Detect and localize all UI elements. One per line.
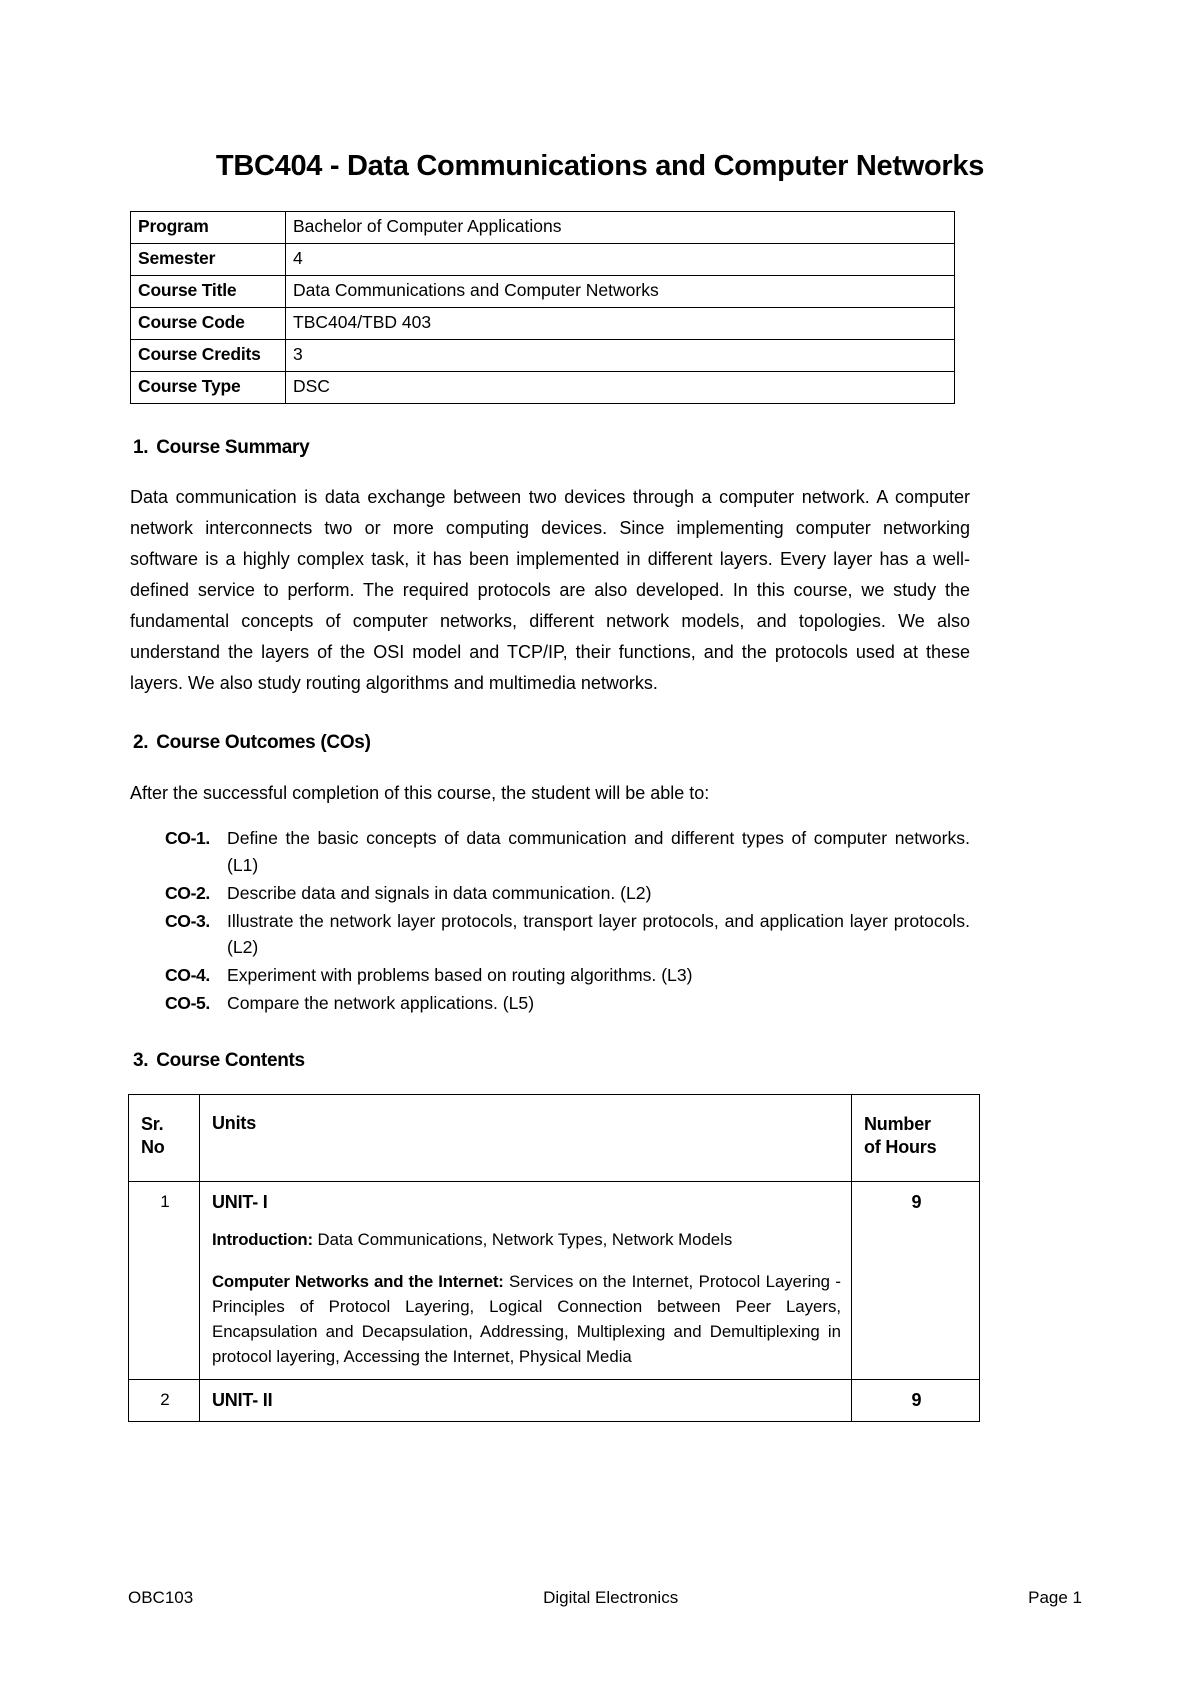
column-header-hours (852, 1095, 980, 1182)
table-row (131, 212, 955, 244)
cell-hours: 9 (852, 1380, 980, 1422)
info-key: Course Title (131, 276, 286, 308)
co-id: CO-3. (165, 910, 210, 931)
table-row (129, 1182, 980, 1380)
table-row (129, 1380, 980, 1422)
info-key: Course Type (131, 372, 286, 404)
list-item (125, 825, 970, 878)
course-contents-table (128, 1094, 980, 1422)
info-value: Data Communications and Computer Networks (286, 276, 955, 308)
course-outcomes-lead: After the successful completion of this course, the student will be able to: (130, 782, 710, 803)
section-number: 1. (133, 437, 149, 459)
cell-unit-content (200, 1380, 852, 1422)
cell-sr-no: 2 (129, 1380, 200, 1422)
info-key: Program (131, 212, 286, 244)
info-value: TBC404/TBD 403 (286, 308, 955, 340)
page-footer (128, 1588, 1082, 1608)
info-value: DSC (286, 372, 955, 404)
column-header-units: Units (200, 1095, 852, 1182)
section-number: 2. (133, 731, 149, 753)
table-row (131, 340, 955, 372)
unit-block-text: Data Communications, Network Types, Network Models (312, 1230, 733, 1250)
course-summary-paragraph: Data communication is data exchange between two devices through a computer network. A computer network interconnects two or more computing devices. Since implementing computer networking software is a highly complex task, it has been implemented in different layers. Every layer has a well-defined service to perform. The required protocols are also developed. In this course, we study the fundamental concepts of computer networks, different network models, and topologies. We also understand the layers of the OSI model and TCP/IP, their functions, and the protocols used at these layers. We also study routing algorithms and multimedia networks. (130, 487, 970, 693)
cell-unit-content (200, 1182, 852, 1380)
list-item (125, 962, 970, 989)
column-header-sr-no (129, 1095, 200, 1182)
unit-block-text: Services on the Internet, Protocol Layering - Principles of Protocol Layering, Logical Connection between Peer Layers, Encapsulation and Decapsulation, Addressing, Multiplexing and Demultiplexing in protocol layering, Accessing the Internet, Physical Media (212, 1271, 841, 1367)
cell-hours: 9 (852, 1182, 980, 1380)
co-text: Illustrate the network layer protocols, transport layer protocols, and application layer protocols. (L2) (227, 910, 970, 958)
section-label: Course Contents (156, 1049, 305, 1071)
unit-block (212, 1269, 841, 1370)
list-item (125, 908, 970, 961)
hours-header-line2: of Hours (864, 1137, 937, 1158)
section-label: Course Outcomes (COs) (156, 731, 371, 753)
unit-block-label: Computer Networks and the Internet: (212, 1271, 504, 1291)
co-id: CO-5. (165, 992, 210, 1013)
list-item (125, 880, 970, 907)
co-text: Define the basic concepts of data communication and different types of computer networks. (L1) (227, 828, 970, 876)
info-value: 3 (286, 340, 955, 372)
section-label: Course Summary (156, 437, 310, 459)
unit-title: UNIT- II (212, 1390, 273, 1411)
section-heading-course-outcomes (133, 732, 1075, 755)
info-value: Bachelor of Computer Applications (286, 212, 955, 244)
info-key: Semester (131, 244, 286, 276)
page-title: TBC404 - Data Communications and Computer Networks (215, 150, 985, 182)
section-heading-course-summary (133, 437, 1075, 460)
co-text: Compare the network applications. (L5) (227, 992, 535, 1013)
co-id: CO-2. (165, 882, 210, 903)
table-row (131, 276, 955, 308)
list-item (125, 990, 970, 1017)
info-value: 4 (286, 244, 955, 276)
course-info-table (130, 211, 955, 404)
unit-block (212, 1227, 841, 1252)
footer-left-code: OBC103 (128, 1588, 194, 1607)
sr-header-line1: Sr. (141, 1114, 164, 1135)
course-outcomes-list (125, 825, 970, 1016)
sr-header-line2: No (141, 1137, 165, 1158)
footer-page-number: Page 1 (1028, 1588, 1082, 1607)
section-number: 3. (133, 1049, 149, 1071)
co-text: Experiment with problems based on routing algorithms. (L3) (227, 965, 693, 986)
hours-header-line1: Number (864, 1114, 931, 1135)
co-id: CO-4. (165, 965, 210, 986)
unit-block-label: Introduction: (212, 1230, 313, 1250)
unit-title: UNIT- I (212, 1192, 268, 1213)
co-text: Describe data and signals in data communication. (L2) (227, 882, 652, 903)
cell-sr-no: 1 (129, 1182, 200, 1380)
footer-center-subject: Digital Electronics (543, 1588, 679, 1607)
table-row (131, 308, 955, 340)
info-key: Course Credits (131, 340, 286, 372)
table-row (131, 372, 955, 404)
table-row (131, 244, 955, 276)
co-id: CO-1. (165, 828, 210, 849)
section-heading-course-contents (133, 1050, 1075, 1073)
info-key: Course Code (131, 308, 286, 340)
table-header-row (129, 1095, 980, 1182)
